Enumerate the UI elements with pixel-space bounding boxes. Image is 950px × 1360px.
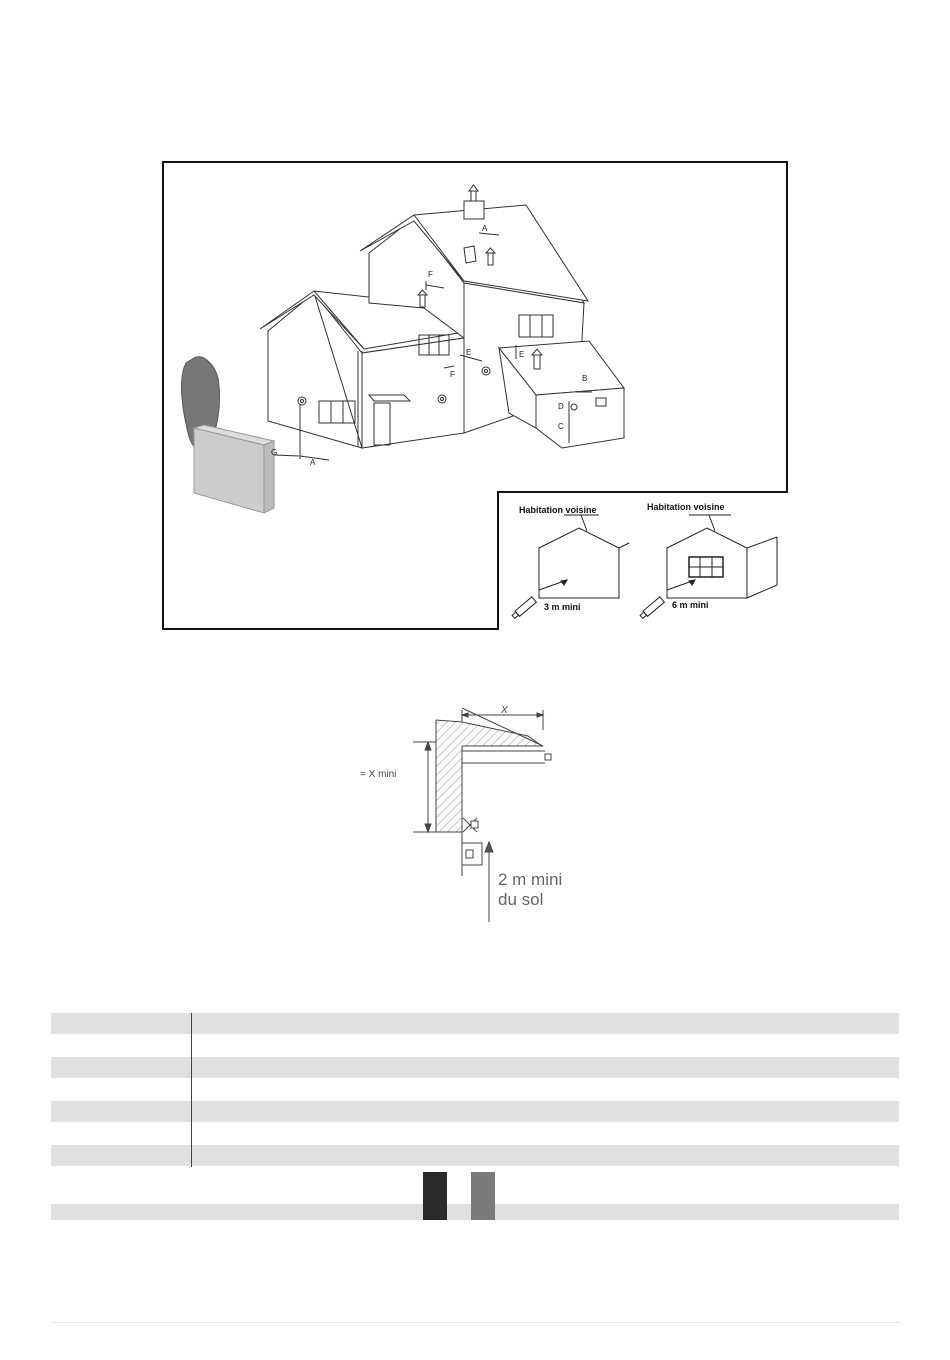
ground-note-line1: 2 m mini [498,870,563,889]
ground-clearance-note [498,870,562,910]
overhang-drawing [350,700,600,930]
label-F-top: F [428,270,433,279]
label-E-right: E [519,350,525,359]
overhang-section-diagram [350,700,600,930]
label-A-ground: A [310,458,316,467]
label-G: G [271,448,278,457]
neighbour-distance-inset [497,491,788,630]
label-C: C [558,422,564,431]
table-row [51,1057,899,1078]
ground-note-line2: du sol [498,890,544,909]
table-row [51,1035,899,1056]
distance-6m-label: 6 m mini [672,600,709,610]
label-F-low: F [450,370,455,379]
table-row [51,1079,899,1100]
color-swatch-dark [423,1172,447,1220]
table-row [51,1101,899,1122]
label-B: B [582,374,588,383]
distance-3m-label: 3 m mini [544,602,581,612]
table-row [51,1013,899,1034]
neighbour-label-right: Habitation voisine [647,502,725,512]
neighbour-label-left: Habitation voisine [519,505,597,515]
x-dimension-label: X [501,705,508,716]
table-column-divider [191,1013,192,1167]
label-E-mid: E [466,348,472,357]
table-row [51,1123,899,1144]
page-footer-rule [51,1322,899,1323]
label-D: D [558,402,564,411]
label-A-top: A [482,224,488,233]
house-clearance-figure [162,161,788,630]
table-row [51,1145,899,1166]
color-swatch-grey [471,1172,495,1220]
equal-x-mini-label: = X mini [360,769,397,780]
